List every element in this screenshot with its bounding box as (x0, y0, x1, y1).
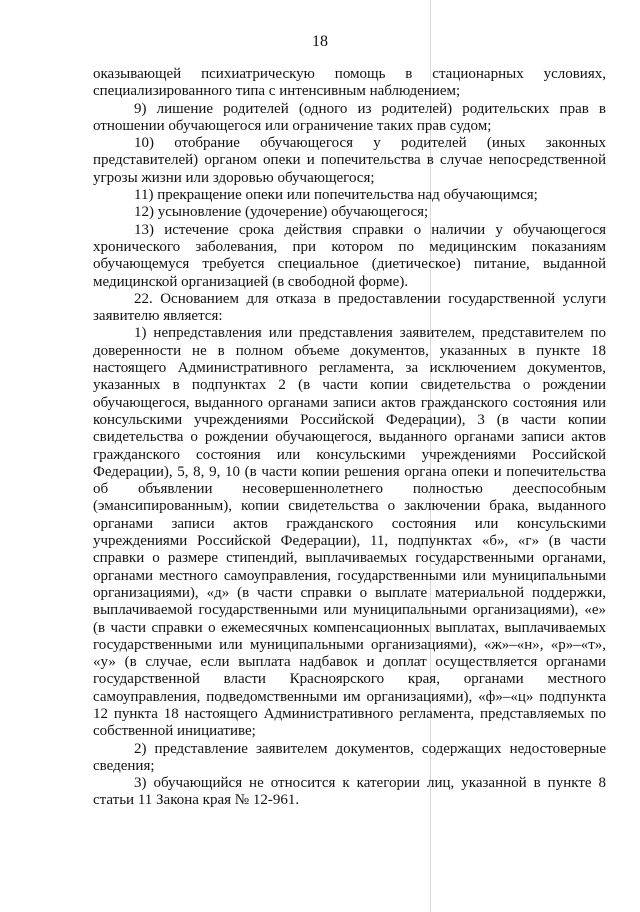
paragraph-item-12: 12) усыновление (удочерение) обучающегося; (134, 204, 429, 221)
paragraph-item-11: 11) прекращение опеки или попечительства над обучающимся; (134, 187, 538, 204)
paragraph-refusal-2: 2) представление заявителем документов, содержащих недостоверные сведения; (93, 740, 606, 774)
paragraph-refusal-1: 1) непредставления или представления заявителем, представителем по доверенности не в полном объеме документов, указанных в пункте 18 настоящего Административного регламента, за исключением документов, указанных в подпунктах 2 (в части копии свидетельства о рождении обучающегося, выданного органами записи актов гражданского состояния или консульскими учреждениями Российской Федерации), 3 (в части копии свидетельства о рождении обучающегося, выданного органами записи актов гражданского состояния или консульскими учреждениями Российской Федерации), 5, 8, 9, 10 (в части копии решения органа опеки и попечительства об объявлении несовершеннолетнего полностью дееспособным (эмансипированным), копии свидетельства о заключении брака, выданного органами записи актов гражданского состояния или консульскими учреждениями Российской Федерации), 11, подпунктах «б», «г» (в части справки о размере стипендий, выплачиваемых государственными органами, органами местного самоуправления, государственными или муниципальными организациями), «д» (в части справки о выплате материальной поддержки, выплачиваемой государственными или муниципальными организациями), «е» (в части справки о ежемесячных компенсационных выплатах, выплачиваемых государственными или муниципальными организациями), «ж»–«н», «р»–«т», «у» (в случае, если выплата надбавок и доплат осуществляется органами государственной власти Красноярского края, органами местного самоуправления, подведомственными им организациями), «ф»–«ц» подпункта 12 пункта 18 настоящего Административного регламента, представляемых по собственной инициативе; (93, 325, 606, 740)
paragraph-item-9: 9) лишение родителей (одного из родителей) родительских прав в отношении обучающегося или ограничение таких прав судом; (93, 100, 606, 134)
paragraph-item-10: 10) отобрание обучающегося у родителей (иных законных представителей) органом опеки и попечительства в случае непосредственной угрозы жизни или здоровью обучающегося; (93, 135, 606, 186)
paragraph-clause-22: 22. Основанием для отказа в предоставлении государственной услуги заявителю является: (93, 290, 606, 325)
paragraph-refusal-3: 3) обучающийся не относится к категории лиц, указанной в пункте 8 статьи 11 Закона края № 12-961. (93, 775, 606, 809)
document-body (93, 66, 606, 810)
page-number: 18 (312, 33, 328, 50)
paragraph-continuation: оказывающей психиатрическую помощь в стационарных условиях, специализированного типа с интенсивным наблюдением; (93, 66, 606, 100)
paragraph-item-13: 13) истечение срока действия справки о наличии у обучающегося хронического заболевания, при котором по медицинским показаниям обучающемуся требуется специальное (диетическое) питание, выданной медицинской организацией (в свободной форме). (93, 221, 606, 290)
